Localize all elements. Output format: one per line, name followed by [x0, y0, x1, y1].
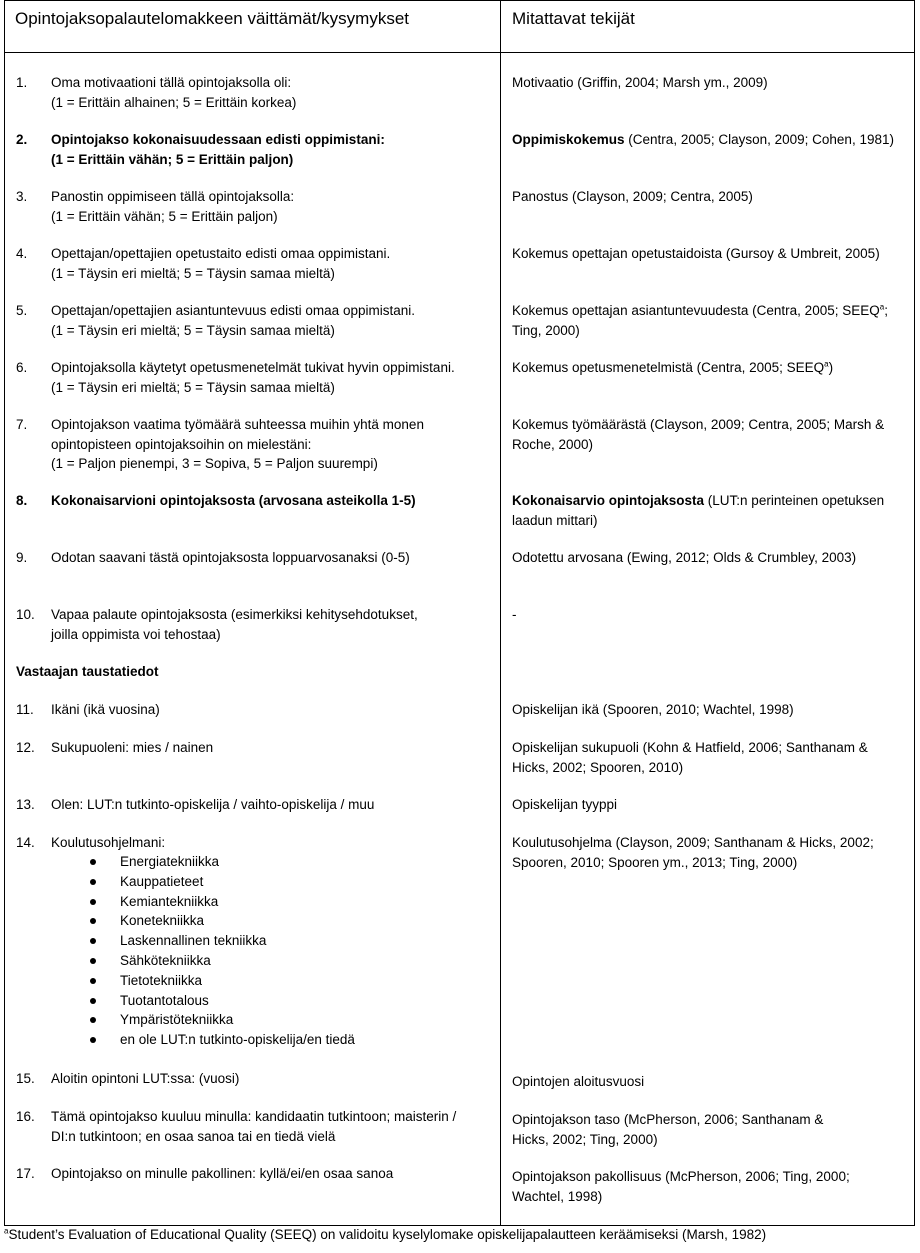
- list-item: Laskennallinen tekniikka: [90, 931, 490, 951]
- bullet-icon: [90, 899, 96, 905]
- row-15-question: Aloitin opintoni LUT:ssa: (vuosi): [51, 1071, 240, 1086]
- row-14-question: Koulutusohjelmani:: [51, 835, 166, 850]
- row-4-factor: Kokemus opettajan opetustaidoista (Gursoy & Umbreit, 2005): [512, 246, 880, 261]
- row-7-question: Opintojakson vaatima työmäärä suhteessa muihin yhtä monen opintopisteen opintojaksoihin on mielestäni: (1 = Paljon pienempi, 3 = Sopiva, 5 = Paljon suurempi): [51, 417, 424, 471]
- row-10-number: 10.: [16, 607, 35, 622]
- list-item: Energiatekniikka: [90, 852, 490, 872]
- row-4-question: Opettajan/opettajien opetustaito edisti omaa oppimistani. (1 = Täysin eri mieltä; 5 = Täysin samaa mieltä): [51, 246, 391, 281]
- row-9-question: Odotan saavani tästä opintojaksosta loppuarvosanaksi (0-5): [51, 550, 410, 565]
- row-10-question: Vapaa palaute opintojaksosta (esimerkiksi kehitysehdotukset, joilla oppimista voi tehostaa): [51, 607, 418, 642]
- row-11-question: Ikäni (ikä vuosina): [51, 702, 160, 717]
- header-divider: [4, 52, 915, 53]
- row-2-question: Opintojakso kokonaisuudessaan edisti oppimistani: (1 = Erittäin vähän; 5 = Erittäin paljon): [51, 132, 385, 167]
- row-11-number: 11.: [16, 702, 34, 717]
- row-12-question: Sukupuoleni: mies / nainen: [51, 740, 214, 755]
- list-item: Ympäristötekniikka: [90, 1010, 490, 1030]
- row-10-factor: -: [512, 607, 517, 622]
- section-title: Vastaajan taustatiedot: [16, 664, 159, 679]
- row-17-question: Opintojakso on minulle pakollinen: kyllä/ei/en osaa sanoa: [51, 1166, 394, 1181]
- row-13-question: Olen: LUT:n tutkinto-opiskelija / vaihto-opiskelija / muu: [51, 797, 375, 812]
- row-14-factor: Koulutusohjelma (Clayson, 2009; Santhanam & Hicks, 2002; Spooren, 2010; Spooren ym., 2013; Ting, 2000): [512, 835, 874, 870]
- row-1-number: 1.: [16, 75, 28, 90]
- row-6-factor: Kokemus opetusmenetelmistä (Centra, 2005; SEEQ$^a$): [512, 359, 834, 375]
- row-12-factor: Opiskelijan sukupuoli (Kohn & Hatfield, 2006; Santhanam & Hicks, 2002; Spooren, 2010): [512, 740, 868, 775]
- bullet-icon: [90, 978, 96, 984]
- row-2-factor: Oppimiskokemus (Centra, 2005; Clayson, 2009; Cohen, 1981): [512, 132, 894, 147]
- row-3-number: 3.: [16, 189, 28, 204]
- row-8-number: 8.: [16, 493, 28, 508]
- row-6-number: 6.: [16, 360, 28, 375]
- row-1-factor: Motivaatio (Griffin, 2004; Marsh ym., 2009): [512, 75, 768, 90]
- row-7-factor: Kokemus työmäärästä (Clayson, 2009; Centra, 2005; Marsh & Roche, 2000): [512, 417, 885, 452]
- bullet-icon: [90, 859, 96, 865]
- row-13-number: 13.: [16, 797, 35, 812]
- column-divider: [500, 0, 501, 1226]
- list-item: Kauppatieteet: [90, 872, 490, 892]
- row-15-factor: Opintojen aloitusvuosi: [512, 1074, 645, 1089]
- bullet-icon: [90, 1017, 96, 1023]
- row-7-number: 7.: [16, 417, 28, 432]
- row-17-factor: Opintojakson pakollisuus (McPherson, 2006; Ting, 2000; Wachtel, 1998): [512, 1169, 850, 1204]
- row-2-number: 2.: [16, 132, 28, 147]
- bullet-icon: [90, 938, 96, 944]
- row-3-question: Panostin oppimiseen tällä opintojaksolla: (1 = Erittäin vähän; 5 = Erittäin paljon): [51, 189, 295, 224]
- row-13-factor: Opiskelijan tyyppi: [512, 797, 618, 812]
- list-item: Tietotekniikka: [90, 971, 490, 991]
- row-4-number: 4.: [16, 246, 28, 261]
- row-16-question: Tämä opintojakso kuuluu minulla: kandidaatin tutkintoon; maisterin / DI:n tutkintoon; en osaa sanoa tai en tiedä vielä: [51, 1109, 457, 1144]
- bullet-icon: [90, 998, 96, 1004]
- list-item: Kemiantekniikka: [90, 892, 490, 912]
- bullet-icon: [90, 879, 96, 885]
- row-5-question: Opettajan/opettajien asiantuntevuus edisti omaa oppimistani. (1 = Täysin eri mieltä; 5 = Täysin samaa mieltä): [51, 303, 415, 338]
- row-1-question: Oma motivaationi tällä opintojaksolla oli: (1 = Erittäin alhainen; 5 = Erittäin korkea): [51, 75, 297, 110]
- row-12-number: 12.: [16, 740, 35, 755]
- list-item: Konetekniikka: [90, 911, 490, 931]
- row-15-number: 15.: [16, 1071, 35, 1086]
- row-14-number: 14.: [16, 835, 35, 850]
- row-9-factor: Odotettu arvosana (Ewing, 2012; Olds & Crumbley, 2003): [512, 550, 857, 565]
- list-item: Tuotantotalous: [90, 991, 490, 1011]
- row-16-factor: Opintojakson taso (McPherson, 2006; Santhanam & Hicks, 2002; Ting, 2000): [512, 1112, 824, 1147]
- row-8-question: Kokonaisarvioni opintojaksosta (arvosana asteikolla 1-5): [51, 493, 416, 508]
- row-5-factor: Kokemus opettajan asiantuntevuudesta (Centra, 2005; SEEQ$^a$; Ting, 2000): [512, 302, 888, 338]
- row-17-number: 17.: [16, 1166, 35, 1181]
- row-16-number: 16.: [16, 1109, 35, 1124]
- row-11-factor: Opiskelijan ikä (Spooren, 2010; Wachtel, 1998): [512, 702, 794, 717]
- row-9-number: 9.: [16, 550, 28, 565]
- header-factors: Mitattavat tekijät: [512, 9, 635, 28]
- row-6-question: Opintojaksolla käytetyt opetusmenetelmät tukivat hyvin oppimistani. (1 = Täysin eri mieltä; 5 = Täysin samaa mieltä): [51, 360, 455, 395]
- program-list: [90, 852, 490, 1050]
- footnote: $^a$Student’s Evaluation of Educational Quality (SEEQ) on validoitu kyselylomake opiskelijapalautteen keräämiseksi (Marsh, 1982): [4, 1226, 767, 1242]
- header-questions: Opintojaksopalautelomakkeen väittämät/kysymykset: [15, 9, 410, 28]
- bullet-icon: [90, 918, 96, 924]
- row-5-number: 5.: [16, 303, 28, 318]
- row-8-factor: Kokonaisarvio opintojaksosta (LUT:n perinteinen opetuksen laadun mittari): [512, 493, 885, 528]
- row-3-factor: Panostus (Clayson, 2009; Centra, 2005): [512, 189, 753, 204]
- list-item: en ole LUT:n tutkinto-opiskelija/en tiedä: [90, 1030, 490, 1050]
- bullet-icon: [90, 958, 96, 964]
- list-item: Sähkötekniikka: [90, 951, 490, 971]
- bullet-icon: [90, 1037, 96, 1043]
